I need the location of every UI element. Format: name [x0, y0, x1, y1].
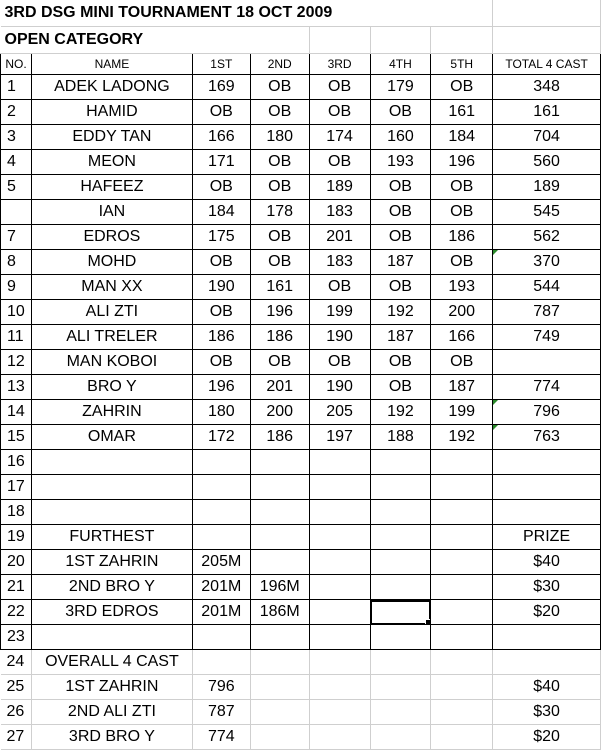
total-cell[interactable]: $40: [493, 550, 601, 575]
round-1-cell[interactable]: 787: [192, 700, 250, 725]
round-3-cell[interactable]: OB: [309, 100, 370, 125]
round-1-cell[interactable]: 171: [192, 150, 250, 175]
total-cell[interactable]: PRIZE: [493, 525, 601, 550]
round-5-cell[interactable]: [431, 600, 493, 625]
table-row: [1, 250, 601, 275]
round-4-cell[interactable]: OB: [370, 175, 431, 200]
name-cell[interactable]: [31, 625, 192, 650]
round-4-cell[interactable]: [370, 550, 431, 575]
table-row: [1, 375, 601, 400]
comment-indicator-icon: [493, 250, 498, 255]
table-row: [1, 675, 601, 700]
round-2-cell[interactable]: [250, 625, 309, 650]
round-2-cell[interactable]: [250, 525, 309, 550]
round-2-cell[interactable]: 196M: [250, 575, 309, 600]
no-cell[interactable]: 11: [1, 325, 32, 350]
comment-indicator-icon: [493, 425, 498, 430]
name-cell[interactable]: 2ND BRO Y: [31, 575, 192, 600]
name-cell[interactable]: [31, 450, 192, 475]
round-3-cell[interactable]: OB: [309, 350, 370, 375]
no-cell[interactable]: 15: [1, 425, 32, 450]
column-header-round-5[interactable]: 5TH: [431, 54, 493, 75]
no-cell[interactable]: 20: [1, 550, 32, 575]
table-row: [1, 300, 601, 325]
round-2-cell[interactable]: OB: [250, 225, 309, 250]
round-1-cell[interactable]: [192, 500, 250, 525]
no-cell[interactable]: 4: [1, 150, 32, 175]
name-cell[interactable]: MEON: [31, 150, 192, 175]
table-row: [1, 650, 601, 675]
round-1-cell[interactable]: 196: [192, 375, 250, 400]
round-2-cell[interactable]: 201: [250, 375, 309, 400]
sheet-title[interactable]: 3RD DSG MINI TOURNAMENT 18 OCT 2009: [1, 0, 431, 27]
round-5-cell[interactable]: OB: [431, 175, 493, 200]
round-1-cell[interactable]: [192, 625, 250, 650]
round-2-cell[interactable]: [250, 675, 309, 700]
table-row: [1, 700, 601, 725]
table-row: [1, 325, 601, 350]
total-cell[interactable]: 796: [493, 400, 601, 425]
round-5-cell[interactable]: 193: [431, 275, 493, 300]
round-3-cell[interactable]: [309, 625, 370, 650]
total-cell[interactable]: $40: [493, 675, 601, 700]
table-row: [1, 100, 601, 125]
round-1-cell[interactable]: 175: [192, 225, 250, 250]
table-row: [1, 200, 601, 225]
round-3-cell[interactable]: OB: [309, 275, 370, 300]
name-cell[interactable]: ADEK LADONG: [31, 75, 192, 100]
total-cell[interactable]: 189: [493, 175, 601, 200]
round-1-cell[interactable]: 166: [192, 125, 250, 150]
round-2-cell[interactable]: [250, 475, 309, 500]
comment-indicator-icon: [493, 400, 498, 405]
no-cell[interactable]: 24: [1, 650, 32, 675]
round-1-cell[interactable]: OB: [192, 250, 250, 275]
round-4-cell[interactable]: [370, 700, 431, 725]
table-row: [1, 400, 601, 425]
round-3-cell[interactable]: [309, 450, 370, 475]
round-4-cell[interactable]: OB: [370, 100, 431, 125]
round-4-cell[interactable]: 192: [370, 300, 431, 325]
round-2-cell[interactable]: 196: [250, 300, 309, 325]
column-header-round-1[interactable]: 1ST: [192, 54, 250, 75]
round-2-cell[interactable]: [250, 550, 309, 575]
round-3-cell[interactable]: 183: [309, 250, 370, 275]
round-2-cell[interactable]: OB: [250, 100, 309, 125]
table-row: [1, 425, 601, 450]
cell[interactable]: [431, 27, 493, 54]
name-cell[interactable]: 2ND ALI ZTI: [31, 700, 192, 725]
name-cell[interactable]: ALI TRELER: [31, 325, 192, 350]
total-cell[interactable]: 161: [493, 100, 601, 125]
round-3-cell[interactable]: [309, 675, 370, 700]
name-cell[interactable]: EDROS: [31, 225, 192, 250]
total-cell[interactable]: 749: [493, 325, 601, 350]
name-cell[interactable]: [31, 500, 192, 525]
round-1-cell[interactable]: 172: [192, 425, 250, 450]
round-1-cell[interactable]: 180: [192, 400, 250, 425]
table-row: [1, 725, 601, 750]
no-cell[interactable]: 18: [1, 500, 32, 525]
total-cell[interactable]: $30: [493, 700, 601, 725]
no-cell[interactable]: 21: [1, 575, 32, 600]
round-2-cell[interactable]: 186: [250, 325, 309, 350]
round-4-cell[interactable]: OB: [370, 225, 431, 250]
round-5-cell[interactable]: [431, 675, 493, 700]
round-2-cell[interactable]: OB: [250, 175, 309, 200]
round-5-cell[interactable]: 161: [431, 100, 493, 125]
total-cell[interactable]: [493, 450, 601, 475]
round-2-cell[interactable]: 186: [250, 425, 309, 450]
round-1-cell[interactable]: [192, 450, 250, 475]
total-cell[interactable]: 763: [493, 425, 601, 450]
total-cell[interactable]: [493, 475, 601, 500]
round-2-cell[interactable]: OB: [250, 250, 309, 275]
table-row: [1, 350, 601, 375]
round-3-cell[interactable]: [309, 725, 370, 750]
round-1-cell[interactable]: OB: [192, 350, 250, 375]
name-cell[interactable]: MOHD: [31, 250, 192, 275]
round-4-cell[interactable]: [370, 600, 431, 625]
round-3-cell[interactable]: 174: [309, 125, 370, 150]
round-1-cell[interactable]: 186: [192, 325, 250, 350]
total-cell[interactable]: 704: [493, 125, 601, 150]
table-row: [1, 575, 601, 600]
round-2-cell[interactable]: 180: [250, 125, 309, 150]
round-5-cell[interactable]: 192: [431, 425, 493, 450]
round-4-cell[interactable]: OB: [370, 375, 431, 400]
no-cell[interactable]: 3: [1, 125, 32, 150]
round-5-cell[interactable]: OB: [431, 350, 493, 375]
table-row: [1, 600, 601, 625]
cell[interactable]: [250, 27, 309, 54]
name-cell[interactable]: ZAHRIN: [31, 400, 192, 425]
no-cell[interactable]: 5: [1, 175, 32, 200]
round-5-cell[interactable]: [431, 650, 493, 675]
table-row: [1, 625, 601, 650]
round-4-cell[interactable]: 179: [370, 75, 431, 100]
no-cell[interactable]: 25: [1, 675, 32, 700]
round-5-cell[interactable]: [431, 500, 493, 525]
round-2-cell[interactable]: 178: [250, 200, 309, 225]
name-cell[interactable]: EDDY TAN: [31, 125, 192, 150]
round-3-cell[interactable]: 197: [309, 425, 370, 450]
no-cell[interactable]: [1, 200, 32, 225]
round-4-cell[interactable]: [370, 675, 431, 700]
round-1-cell[interactable]: 190: [192, 275, 250, 300]
round-5-cell[interactable]: 186: [431, 225, 493, 250]
no-cell[interactable]: 1: [1, 75, 32, 100]
name-cell[interactable]: OVERALL 4 CAST: [31, 650, 192, 675]
name-cell[interactable]: [31, 475, 192, 500]
round-2-cell[interactable]: OB: [250, 350, 309, 375]
round-4-cell[interactable]: 193: [370, 150, 431, 175]
round-4-cell[interactable]: [370, 450, 431, 475]
round-4-cell[interactable]: [370, 525, 431, 550]
total-cell[interactable]: 787: [493, 300, 601, 325]
table-row: [1, 525, 601, 550]
name-cell[interactable]: 1ST ZAHRIN: [31, 550, 192, 575]
round-1-cell[interactable]: OB: [192, 300, 250, 325]
round-4-cell[interactable]: [370, 725, 431, 750]
no-cell[interactable]: 23: [1, 625, 32, 650]
name-cell[interactable]: 1ST ZAHRIN: [31, 675, 192, 700]
round-4-cell[interactable]: [370, 650, 431, 675]
total-cell[interactable]: [493, 650, 601, 675]
round-4-cell[interactable]: 188: [370, 425, 431, 450]
total-cell[interactable]: 544: [493, 275, 601, 300]
round-1-cell[interactable]: 774: [192, 725, 250, 750]
round-1-cell[interactable]: OB: [192, 175, 250, 200]
name-cell[interactable]: ALI ZTI: [31, 300, 192, 325]
round-1-cell[interactable]: OB: [192, 100, 250, 125]
round-2-cell[interactable]: [250, 700, 309, 725]
round-3-cell[interactable]: 190: [309, 325, 370, 350]
total-cell[interactable]: 560: [493, 150, 601, 175]
name-cell[interactable]: IAN: [31, 200, 192, 225]
cell[interactable]: [309, 27, 370, 54]
table-row: [1, 175, 601, 200]
total-cell[interactable]: [493, 350, 601, 375]
round-3-cell[interactable]: [309, 650, 370, 675]
round-1-cell[interactable]: 201M: [192, 600, 250, 625]
name-cell[interactable]: MAN KOBOI: [31, 350, 192, 375]
round-1-cell[interactable]: 169: [192, 75, 250, 100]
round-1-cell[interactable]: [192, 475, 250, 500]
round-4-cell[interactable]: [370, 625, 431, 650]
no-cell[interactable]: 14: [1, 400, 32, 425]
round-2-cell[interactable]: 186M: [250, 600, 309, 625]
round-2-cell[interactable]: 161: [250, 275, 309, 300]
round-1-cell[interactable]: 205M: [192, 550, 250, 575]
round-4-cell[interactable]: 187: [370, 325, 431, 350]
table-row: [1, 75, 601, 100]
name-cell[interactable]: MAN XX: [31, 275, 192, 300]
round-5-cell[interactable]: [431, 625, 493, 650]
name-cell[interactable]: HAMID: [31, 100, 192, 125]
round-5-cell[interactable]: 200: [431, 300, 493, 325]
round-4-cell[interactable]: [370, 475, 431, 500]
round-4-cell[interactable]: 192: [370, 400, 431, 425]
round-2-cell[interactable]: 200: [250, 400, 309, 425]
round-5-cell[interactable]: [431, 725, 493, 750]
round-1-cell[interactable]: 184: [192, 200, 250, 225]
round-5-cell[interactable]: [431, 550, 493, 575]
name-cell[interactable]: OMAR: [31, 425, 192, 450]
round-3-cell[interactable]: [309, 700, 370, 725]
round-3-cell[interactable]: 183: [309, 200, 370, 225]
total-cell[interactable]: $20: [493, 725, 601, 750]
cell[interactable]: [493, 27, 601, 54]
total-cell[interactable]: 370: [493, 250, 601, 275]
round-5-cell[interactable]: [431, 475, 493, 500]
total-cell[interactable]: 348: [493, 75, 601, 100]
name-cell[interactable]: HAFEEZ: [31, 175, 192, 200]
round-5-cell[interactable]: 166: [431, 325, 493, 350]
name-cell[interactable]: FURTHEST: [31, 525, 192, 550]
table-row: [1, 450, 601, 475]
column-header-round-3[interactable]: 3RD: [309, 54, 370, 75]
no-cell[interactable]: 8: [1, 250, 32, 275]
total-cell[interactable]: $30: [493, 575, 601, 600]
table-row: [1, 125, 601, 150]
round-5-cell[interactable]: [431, 575, 493, 600]
no-cell[interactable]: 10: [1, 300, 32, 325]
round-2-cell[interactable]: [250, 450, 309, 475]
name-cell[interactable]: 3RD EDROS: [31, 600, 192, 625]
round-5-cell[interactable]: OB: [431, 75, 493, 100]
round-3-cell[interactable]: 189: [309, 175, 370, 200]
table-row: [1, 500, 601, 525]
round-5-cell[interactable]: [431, 525, 493, 550]
cell[interactable]: [431, 0, 493, 27]
round-4-cell[interactable]: OB: [370, 275, 431, 300]
round-2-cell[interactable]: OB: [250, 150, 309, 175]
round-5-cell[interactable]: 199: [431, 400, 493, 425]
round-3-cell[interactable]: OB: [309, 75, 370, 100]
round-1-cell[interactable]: 796: [192, 675, 250, 700]
cell[interactable]: [370, 27, 431, 54]
total-cell[interactable]: [493, 500, 601, 525]
total-cell[interactable]: 774: [493, 375, 601, 400]
no-cell[interactable]: 9: [1, 275, 32, 300]
round-2-cell[interactable]: [250, 500, 309, 525]
no-cell[interactable]: 17: [1, 475, 32, 500]
round-2-cell[interactable]: [250, 650, 309, 675]
round-3-cell[interactable]: 199: [309, 300, 370, 325]
table-row: [1, 150, 601, 175]
total-cell[interactable]: 545: [493, 200, 601, 225]
round-3-cell[interactable]: OB: [309, 150, 370, 175]
no-cell[interactable]: 2: [1, 100, 32, 125]
round-3-cell[interactable]: [309, 575, 370, 600]
round-1-cell[interactable]: [192, 525, 250, 550]
no-cell[interactable]: 27: [1, 725, 32, 750]
round-5-cell[interactable]: [431, 450, 493, 475]
no-cell[interactable]: 22: [1, 600, 32, 625]
no-cell[interactable]: 19: [1, 525, 32, 550]
column-header-no[interactable]: NO.: [1, 54, 32, 75]
round-5-cell[interactable]: 196: [431, 150, 493, 175]
column-header-round-2[interactable]: 2ND: [250, 54, 309, 75]
table-row: [1, 275, 601, 300]
round-3-cell[interactable]: 205: [309, 400, 370, 425]
round-4-cell[interactable]: [370, 575, 431, 600]
no-cell[interactable]: 26: [1, 700, 32, 725]
round-5-cell[interactable]: OB: [431, 200, 493, 225]
round-4-cell[interactable]: [370, 500, 431, 525]
category-title[interactable]: OPEN CATEGORY: [1, 27, 251, 54]
round-3-cell[interactable]: [309, 600, 370, 625]
total-cell[interactable]: [493, 625, 601, 650]
total-cell[interactable]: $20: [493, 600, 601, 625]
round-5-cell[interactable]: 184: [431, 125, 493, 150]
table-row: [1, 475, 601, 500]
round-2-cell[interactable]: [250, 725, 309, 750]
no-cell[interactable]: 13: [1, 375, 32, 400]
name-cell[interactable]: 3RD BRO Y: [31, 725, 192, 750]
round-4-cell[interactable]: OB: [370, 200, 431, 225]
round-3-cell[interactable]: [309, 475, 370, 500]
column-header-round-4[interactable]: 4TH: [370, 54, 431, 75]
total-cell[interactable]: 562: [493, 225, 601, 250]
round-4-cell[interactable]: 187: [370, 250, 431, 275]
no-cell[interactable]: 12: [1, 350, 32, 375]
round-2-cell[interactable]: OB: [250, 75, 309, 100]
round-5-cell[interactable]: [431, 700, 493, 725]
header-row: [1, 54, 601, 75]
round-3-cell[interactable]: 201: [309, 225, 370, 250]
round-1-cell[interactable]: 201M: [192, 575, 250, 600]
round-3-cell[interactable]: [309, 500, 370, 525]
round-3-cell[interactable]: 190: [309, 375, 370, 400]
column-header-total[interactable]: TOTAL 4 CAST: [493, 54, 601, 75]
round-3-cell[interactable]: [309, 550, 370, 575]
column-header-name[interactable]: NAME: [31, 54, 192, 75]
round-4-cell[interactable]: 160: [370, 125, 431, 150]
no-cell[interactable]: 7: [1, 225, 32, 250]
cell[interactable]: [493, 0, 601, 27]
round-3-cell[interactable]: [309, 525, 370, 550]
round-5-cell[interactable]: OB: [431, 250, 493, 275]
name-cell[interactable]: BRO Y: [31, 375, 192, 400]
no-cell[interactable]: 16: [1, 450, 32, 475]
round-1-cell[interactable]: [192, 650, 250, 675]
table-row: [1, 550, 601, 575]
table-row: [1, 225, 601, 250]
round-5-cell[interactable]: 187: [431, 375, 493, 400]
round-4-cell[interactable]: OB: [370, 350, 431, 375]
